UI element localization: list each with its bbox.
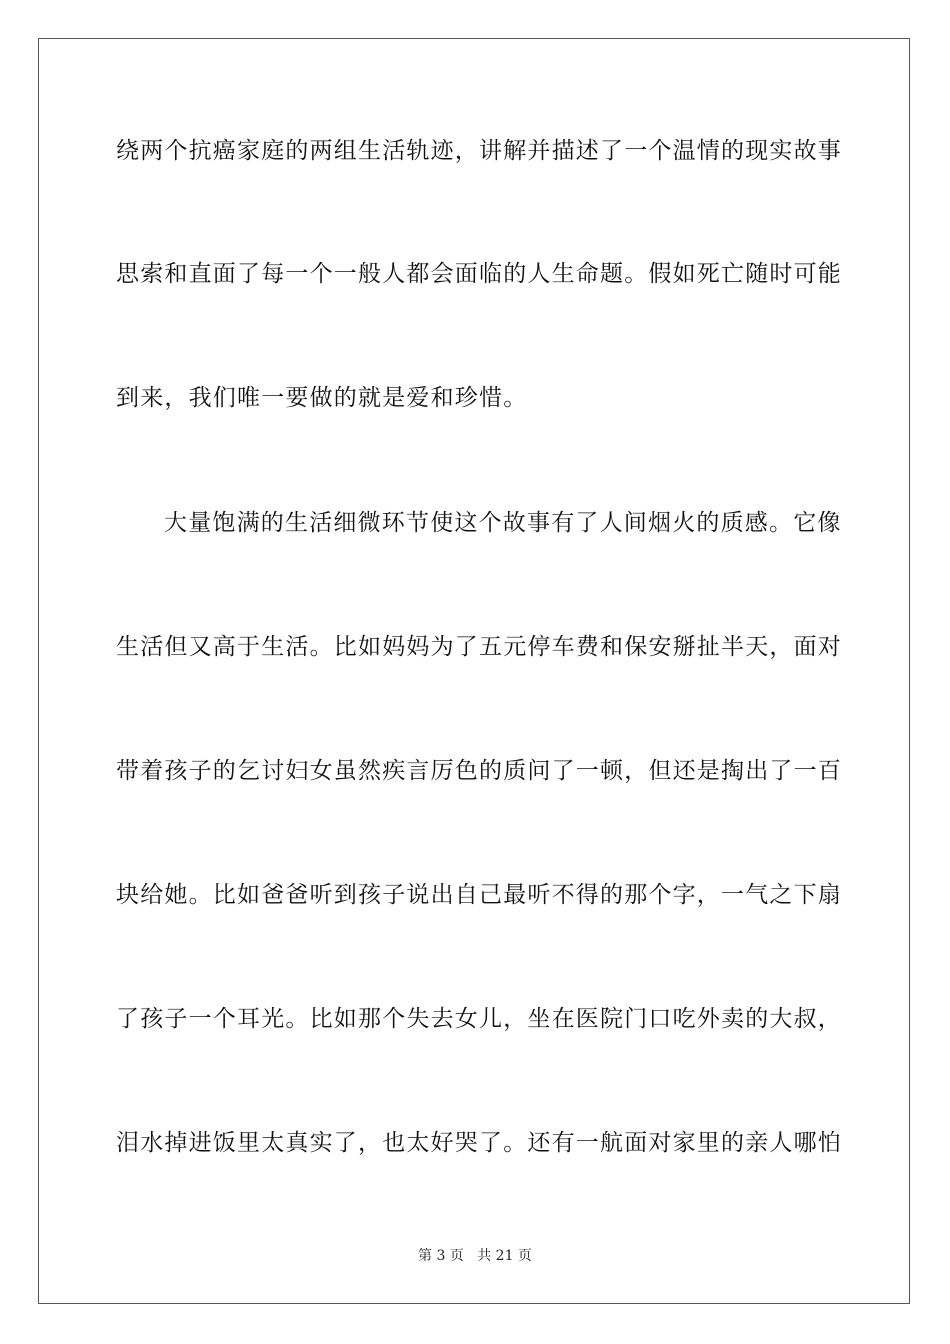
body-text-line: 了孩子一个耳光。比如那个失去女儿，坐在医院门口吃外卖的大叔， [116, 1006, 842, 1032]
page-footer [0, 1247, 950, 1265]
body-text-line: 思索和直面了每一个一般人都会面临的人生命题。假如死亡随时可能 [116, 261, 842, 287]
body-text-line: 带着孩子的乞讨妇女虽然疾言厉色的质问了一顿，但还是掏出了一百 [116, 758, 842, 784]
body-text-line: 生活但又高于生活。比如妈妈为了五元停车费和保安掰扯半天，面对 [116, 634, 842, 660]
page-number: 第 3 页 [418, 1248, 464, 1264]
total-pages: 共 21 页 [477, 1248, 532, 1264]
body-text-line: 块给她。比如爸爸听到孩子说出自己最听不得的那个字，一气之下扇 [116, 882, 842, 908]
page-border [38, 38, 910, 1304]
body-text-line: 泪水掉进饭里太真实了，也太好哭了。还有一航面对家里的亲人哪怕 [116, 1130, 842, 1156]
paragraph-first-line: 大量饱满的生活细微环节使这个故事有了人间烟火的质感。它像 [164, 510, 842, 536]
body-text-line: 到来，我们唯一要做的就是爱和珍惜。 [116, 385, 528, 411]
body-text-line: 绕两个抗癌家庭的两组生活轨迹，讲解并描述了一个温情的现实故事 [116, 138, 842, 164]
